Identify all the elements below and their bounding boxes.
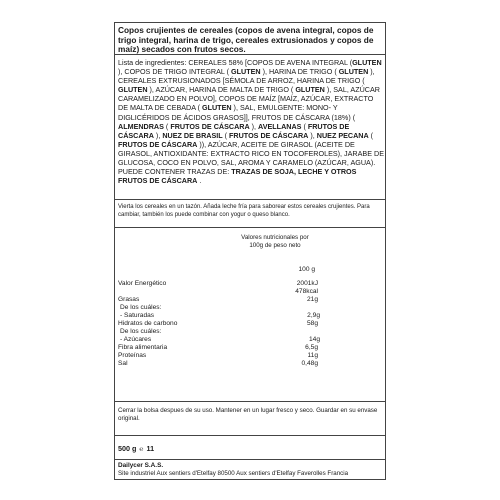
ingredients-list — [118, 58, 384, 185]
allergen-text: NUEZ DE BRASIL — [162, 130, 223, 140]
allergen-text: FRUTOS DE CÁSCARA — [170, 121, 250, 131]
allergen-text: GLUTEN — [295, 85, 325, 95]
product-title: Copos crujientes de cereales (copos de avena integral, copos de trigo integral, harina de trigo, cereales extrusionados y copos de maíz) secados con frutos secos. — [118, 25, 374, 55]
ingredient-text: ), — [153, 130, 163, 140]
ingredient-text: ), AZÚCAR, HARINA DE MALTA DE TRIGO ( — [147, 85, 296, 95]
allergen-text: GLUTEN — [202, 103, 232, 113]
allergen-text: GLUTEN — [231, 67, 261, 77]
nutrition-row — [120, 304, 320, 312]
pack-count: 11 — [146, 444, 155, 453]
ingredient-text: ), CEREALES EXTRUSIONADOS [SÉMOLA DE ARROZ, HARINA DE TRIGO ( — [118, 67, 375, 86]
nutrition-row — [120, 336, 320, 344]
estimated-sign-icon: ℮ — [139, 446, 144, 453]
ingredient-text: ), SAL, AZÚCAR CARAMELIZADO EN POLVO], COPOS DE MAÍZ [MAÍZ, AZÚCAR, EXTRACTO DE MALTA DE CEBADA ( — [118, 85, 380, 113]
nutrient-value: 2001kJ — [296, 280, 318, 287]
nutrient-value: 478kcal — [295, 288, 318, 295]
nutrition-row — [118, 280, 318, 288]
ingredient-text: Lista de ingredientes: CEREALES 58% [COPOS DE AVENA INTEGRAL ( — [118, 58, 353, 67]
ingredient-text: ( — [222, 130, 230, 140]
ingredient-text: ), — [308, 130, 317, 140]
nutrition-row — [118, 352, 318, 360]
allergen-text: GLUTEN — [338, 67, 369, 77]
manufacturer-address: Site industriel Aux sentiers d'Etelfay 80500 Aux sentiers d'Etelfay Faverolles Francia — [118, 470, 349, 477]
ingredient-text: ( — [368, 130, 374, 140]
ingredient-text: ), — [249, 121, 259, 131]
nutrient-label: Fibra alimentaria — [118, 344, 168, 351]
net-weight — [118, 444, 154, 453]
nutrient-value: 14g — [308, 336, 320, 343]
allergen-text: FRUTOS DE CÁSCARA — [118, 139, 198, 149]
nutrition-header-line-2: 100g de peso neto — [249, 242, 301, 249]
nutrient-label: De los cuáles: — [120, 328, 162, 335]
nutrient-label: Sal — [118, 360, 128, 367]
ingredients-section — [115, 55, 385, 200]
nutrient-value: 0,48g — [301, 360, 318, 367]
ingredient-text: ), HARINA DE TRIGO ( — [260, 67, 339, 77]
net-weight-value: 500 g — [118, 444, 137, 453]
storage-instructions: Cerrar la bolsa despues de su uso. Mantener en un lugar fresco y seco. Guardar en su envase original. — [118, 407, 378, 423]
allergen-text: ALMENDRAS — [118, 121, 164, 131]
allergen-text: GLUTEN — [118, 85, 148, 95]
usage-section — [115, 200, 385, 228]
ingredient-text: ), SAL, EMULGENTE: MONO- Y DIGLICÉRIDOS DE ÁCIDOS GRASOS]], FRUTOS DE CÁSCARA (18%) ( — [118, 103, 356, 122]
nutrient-value: 11g — [307, 352, 318, 359]
nutrient-label: Valor Energético — [118, 280, 167, 287]
nutrition-header — [215, 234, 335, 250]
ingredient-text: ), COPOS DE TRIGO INTEGRAL ( — [118, 67, 232, 77]
nutrient-label: Grasas — [118, 296, 140, 303]
nutrition-column-label: 100 g — [298, 266, 315, 273]
nutrition-row — [118, 360, 318, 368]
nutrient-label: - Azúcares — [120, 336, 152, 343]
title-section — [115, 23, 385, 55]
allergen-text: TRAZAS DE SOJA, LECHE Y OTROS FRUTOS DE CÁSCARA — [118, 167, 357, 186]
storage-section — [115, 402, 385, 436]
nutrition-row — [118, 288, 318, 296]
ingredient-text: ( — [163, 121, 171, 131]
ingredient-text: ( — [301, 121, 308, 131]
nutrition-row — [118, 344, 318, 352]
manufacturer-name: Dailycer S.A.S. — [118, 462, 164, 469]
allergen-text: GLUTEN — [352, 58, 382, 67]
usage-instructions: Vierta los cereales en un tazón. Añada leche fría para saborear estos cereales crujientes. Para cambiar, también los puede combinar con yogur o queso blanco. — [118, 204, 370, 218]
nutrient-value: 21g — [306, 296, 318, 303]
ingredient-text: )), AZÚCAR, ACEITE DE GIRASOL (ACEITE DE GIRASOL, ANTIOXIDANTE: EXTRACTO RICO EN TOCOFEROLES), JARABE DE GLUCOSA, COCO EN POLVO, SAL, AROMA Y CARAMELO (AZÚCAR, AGUA). PUEDE CONTENER TRAZAS DE: — [118, 139, 384, 177]
allergen-text: FRUTOS DE CÁSCARA — [229, 130, 309, 140]
nutrition-header-line-1: Valores nutricionales por — [241, 234, 309, 241]
nutrient-label: De los cuáles: — [120, 304, 162, 311]
manufacturer-section — [115, 460, 385, 481]
product-label — [114, 22, 386, 480]
allergen-text: FRUTOS DE CÁSCARA — [118, 121, 350, 140]
nutrient-value: 6,5g — [305, 344, 318, 351]
nutrition-row — [118, 320, 318, 328]
nutrient-label: Proteínas — [118, 352, 147, 359]
nutrition-row — [120, 312, 320, 320]
nutrition-row — [118, 296, 318, 304]
nutrient-label: - Saturadas — [120, 312, 155, 319]
allergen-text: NUEZ PECANA — [316, 130, 369, 140]
allergen-text: AVELLANAS — [258, 121, 302, 131]
ingredient-text: . — [197, 176, 202, 186]
nutrient-label: Hidratos de carbono — [118, 320, 178, 327]
nutrition-row — [120, 328, 320, 336]
weight-section — [115, 436, 385, 460]
nutrition-section — [115, 228, 385, 402]
nutrient-value: 58g — [306, 320, 318, 327]
nutrient-value: 2,9g — [307, 312, 320, 319]
